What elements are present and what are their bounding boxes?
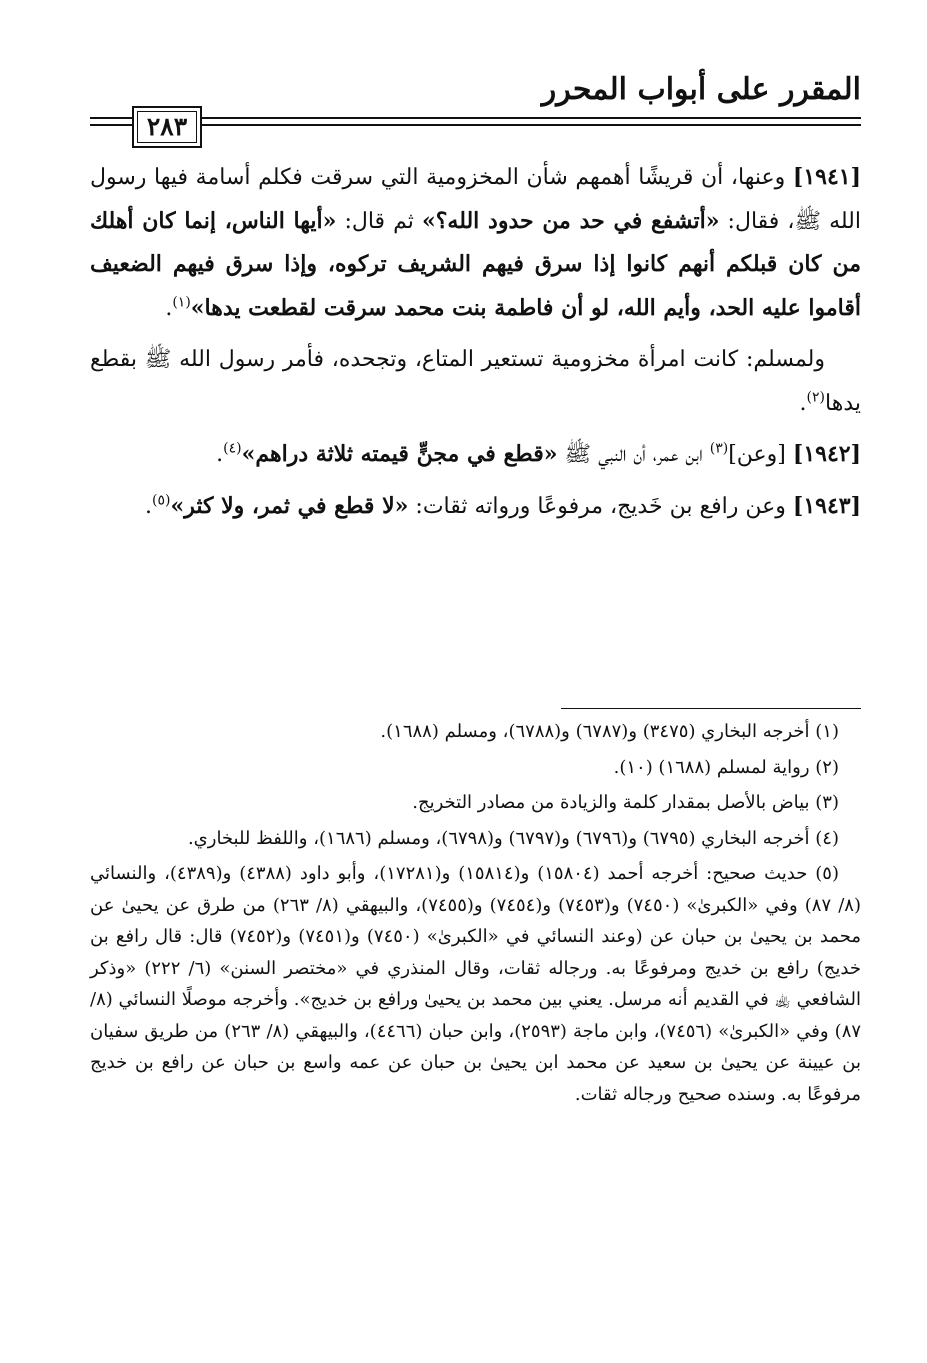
hadith-quote: «أيها الناس، إنما كان أهلك من كان قبلكم أنهم كانوا إذا سرق فيهم الشريف تركوه، وإذا سرق فيهم الضعيف أقاموا عليه الحد، وأيم الله، لو أن فاطمة بنت محمد سرقت لقطعت يدها» [90,207,861,321]
muslim-variant [90,338,861,425]
hadith-text: وعنها، أن قريشًا أهمهم شأن المخزومية التي سرقت فكلم أسامة فيها رسول الله ﷺ، فقال: [90,165,861,234]
hadith-number: [١٩٤٢] [792,441,861,467]
punctuation: . [799,390,807,416]
punctuation: . [165,295,173,321]
footnote-1: (١) أخرجه البخاري (٣٤٧٥) و(٦٧٨٧) و(٦٧٨٨)، ومسلم (١٦٨٨). [380,721,839,742]
footnote-ref[interactable]: (٤) [223,440,242,457]
hadith-quote: «قطع في مجنٍّ قيمته ثلاثة دراهم» [241,441,558,467]
footnote-separator [561,708,861,709]
hadith-quote: «لا قطع في ثمر، ولا كثر» [170,492,409,519]
hadith-1942 [90,433,861,477]
hadith-1941 [90,156,861,330]
header-rule-top [90,117,861,119]
hadith-quote: «أتشفع في حد من حدود الله؟» [421,207,720,234]
hadith-text: ثم قال: [336,208,422,234]
footnote-ref[interactable]: (١) [172,294,191,311]
hadith-number: [١٩٤١] [792,164,861,190]
hadith-number: [١٩٤٣] [792,492,861,519]
punctuation: . [144,493,152,519]
running-header-title: المقرر على أبواب المحرر [541,72,861,107]
footnote-ref[interactable]: (٣) [709,440,729,457]
hadith-1943 [90,485,861,529]
header-rule-bottom [90,124,861,126]
page-number: ٢٨٣ [132,106,202,148]
main-text [90,156,861,536]
footnotes [90,716,861,1114]
footnote-2: (٢) رواية لمسلم (١٦٨٨) (١٠). [613,756,839,778]
hadith-text: ابن عمر، أن النبي ﷺ [557,442,710,467]
punctuation: . [216,442,224,467]
footnote-ref[interactable]: (٥) [151,492,171,509]
variant-text: ولمسلم: كانت امرأة مخزومية تستعير المتاع، وتجحده، فأمر رسول الله ﷺ بقطع يدها [90,347,861,416]
footnote-3: (٣) بياض بالأصل بمقدار كلمة والزيادة من مصادر التخريج. [412,792,839,813]
footnote-ref[interactable]: (٢) [806,389,826,406]
hadith-text: [وعن] [728,442,793,467]
footnote-4: (٤) أخرجه البخاري (٦٧٩٥) و(٦٧٩٦) و(٦٧٩٧) و(٦٧٩٨)، ومسلم (١٦٨٦)، واللفظ للبخاري. [187,827,839,849]
footnote-5: (٥) حديث صحيح: أخرجه أحمد (١٥٨٠٤) و(١٥٨١٤) و(١٧٢٨١)، وأبو داود (٤٣٨٨) و(٤٣٨٩)، والنسائي (٨/ ٨٧) وفي «الكبرىٰ» (٧٤٥٠) و(٧٤٥٣) و(٧٤٥٤) و(٧٤٥٥)، والبيهقي (٨/ ٢٦٣) من طرق عن يحيىٰ عن محمد بن يحيىٰ بن حبان عن (وعند النسائي في «الكبرىٰ» (٧٤٥٠) و(٧٤٥١) و(٧٤٥٢) قال: قال رافع بن خديج) رافع بن خديج ومرفوعًا به. ورجاله ثقات، وقال المنذري في «مختصر السنن» (٦/ ٢٢٢) «وذكر الشافعي ﵀ في القديم أنه مرسل. يعني بين محمد بن يحيىٰ ورافع بن خديج». وأخرجه موصلًا النسائي (٨/ ٨٧) وفي «الكبرىٰ» (٧٤٥٦)، وابن ماجة (٢٥٩٣)، وابن حبان (٤٤٦٦)، والبيهقي (٨/ ٢٦٣) من طريق سفيان بن عيينة عن يحيىٰ بن سعيد عن محمد ابن يحيىٰ بن حبان عن عمه واسع بن حبان عن رافع بن خديج مرفوعًا به. وسنده صحيح ورجاله ثقات. [90,863,862,1105]
hadith-text: وعن رافع بن خَديج، مرفوعًا ورواته ثقات: [408,493,793,519]
